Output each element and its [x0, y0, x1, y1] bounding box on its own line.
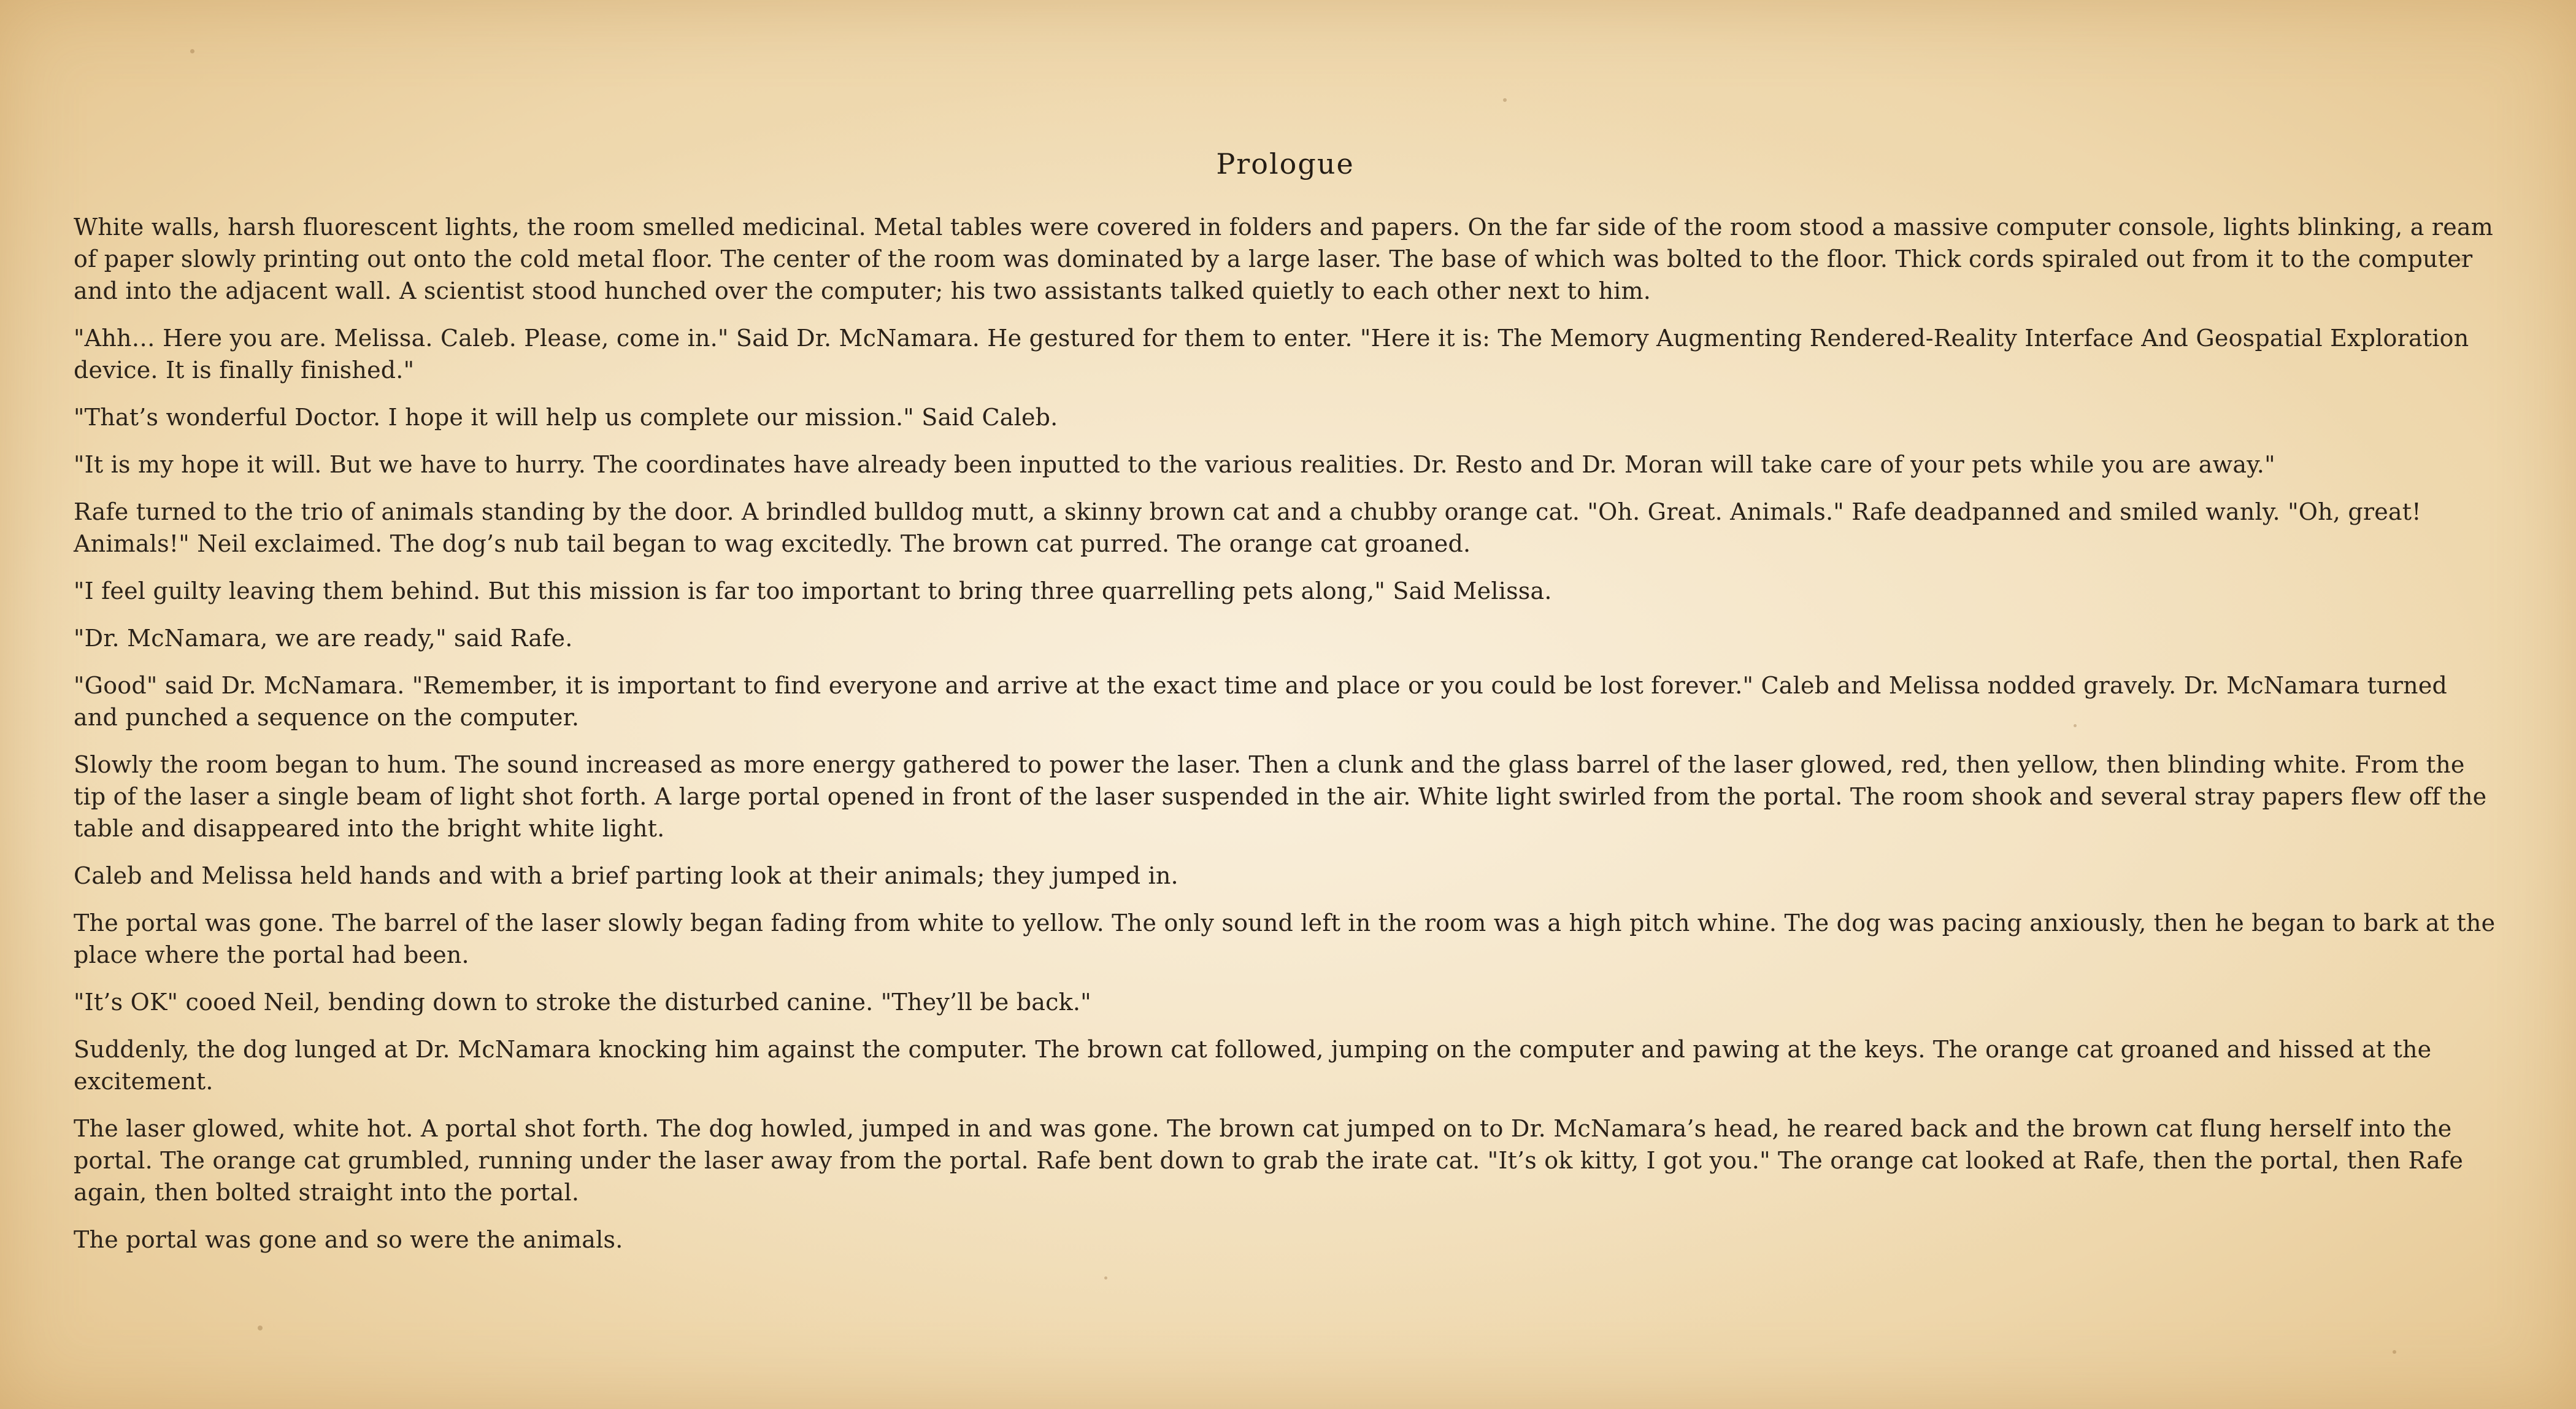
paragraph: Caleb and Melissa held hands and with a brief parting look at their animals; they jumped in.	[74, 862, 1178, 889]
paragraph: "Dr. McNamara, we are ready," said Rafe.	[74, 625, 573, 652]
paper-speck	[190, 49, 194, 53]
paragraph: Suddenly, the dog lunged at Dr. McNamara knocking him against the computer. The brown cat followed, jumping on the computer and pawing at the keys. The orange cat groaned and hissed at the excitement.	[74, 1036, 2432, 1095]
paragraph: "It’s OK" cooed Neil, bending down to stroke the disturbed canine. "They’ll be back."	[74, 989, 1091, 1016]
paragraph: The portal was gone. The barrel of the laser slowly began fading from white to yellow. The only sound left in the room was a high pitch whine. The dog was pacing anxiously, then he began to bark at the place where the portal had been.	[74, 909, 2496, 968]
paragraph: "Good" said Dr. McNamara. "Remember, it is important to find everyone and arrive at the exact time and place or you could be lost forever." Caleb and Melissa nodded gravely. Dr. McNamara turned and punched a sequence on the computer.	[74, 672, 2448, 731]
paragraph: Slowly the room began to hum. The sound increased as more energy gathered to power the laser. Then a clunk and the glass barrel of the laser glowed, red, then yellow, then blinding white. From the tip of the laser a single beam of light shot forth. A large portal opened in front of the laser suspended in the air. White light swirled from the portal. The room shook and several stray papers flew off the table and disappeared into the bright white light.	[74, 751, 2487, 842]
paper-speck	[2393, 1350, 2396, 1354]
paragraph: "It is my hope it will. But we have to hurry. The coordinates have already been inputted to the various realities. Dr. Resto and Dr. Moran will take care of your pets while you are away."	[74, 451, 2275, 478]
paragraph: "I feel guilty leaving them behind. But this mission is far too important to bring three quarrelling pets along," Said Melissa.	[74, 577, 1552, 604]
paper-speck	[1503, 98, 1507, 102]
page-title: Prologue	[1216, 147, 1355, 180]
paragraph: The portal was gone and so were the animals.	[74, 1226, 623, 1253]
paragraph: The laser glowed, white hot. A portal shot forth. The dog howled, jumped in and was gone. The brown cat jumped on to Dr. McNamara’s head, he reared back and the brown cat flung herself into the portal. The orange cat grumbled, running under the laser away from the portal. Rafe bent down to grab the irate cat. "It’s ok kitty, I got you." The orange cat looked at Rafe, then the portal, then Rafe again, then bolted straight into the portal.	[74, 1115, 2464, 1206]
paragraph: "Ahh… Here you are. Melissa. Caleb. Please, come in." Said Dr. McNamara. He gestured for them to enter. "Here it is: The Memory Augmenting Rendered-Reality Interface And Geospatial Exploration device. It is finally finished."	[74, 325, 2469, 384]
paragraph: Rafe turned to the trio of animals standing by the door. A brindled bulldog mutt, a skinny brown cat and a chubby orange cat. "Oh. Great. Animals." Rafe deadpanned and smiled wanly. "Oh, great! Animals!" Neil exclaimed. The dog’s nub tail began to wag excitedly. The brown cat purred. The orange cat groaned.	[74, 498, 2421, 557]
paragraph: "That’s wonderful Doctor. I hope it will help us complete our mission." Said Caleb.	[74, 404, 1058, 431]
paper-speck	[1104, 1276, 1107, 1280]
prologue-page	[74, 147, 2497, 1271]
paragraph: White walls, harsh fluorescent lights, the room smelled medicinal. Metal tables were covered in folders and papers. On the far side of the room stood a massive computer console, lights blinking, a ream of paper slowly printing out onto the cold metal floor. The center of the room was dominated by a large laser. The base of which was bolted to the floor. Thick cords spiraled out from it to the computer and into the adjacent wall. A scientist stood hunched over the computer; his two assistants talked quietly to each other next to him.	[74, 214, 2493, 304]
paper-speck	[258, 1326, 263, 1330]
